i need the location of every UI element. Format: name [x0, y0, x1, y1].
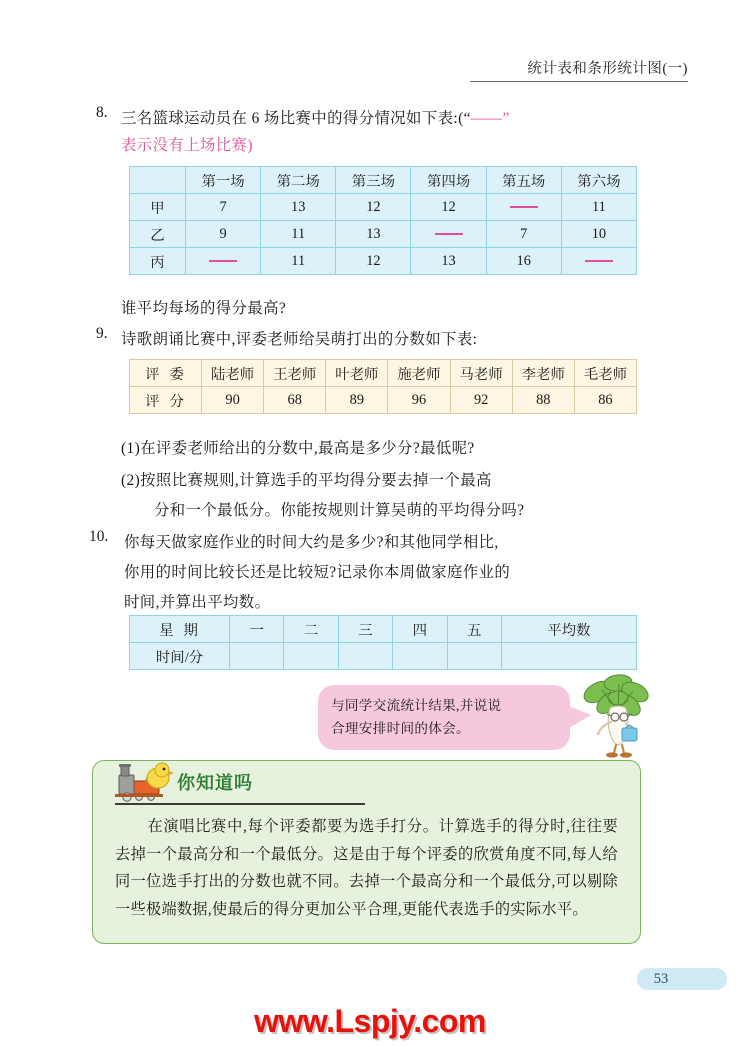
judge-score-2: 68 — [264, 387, 326, 414]
column-header-game-6: 第六场 — [561, 167, 636, 194]
did-you-know-header — [93, 761, 640, 805]
table-row — [130, 643, 637, 670]
cell-p1-g2: 13 — [261, 194, 336, 221]
cell-p3-g3: 12 — [336, 248, 411, 275]
question-8-prompt: 谁平均每场的得分最高? — [121, 300, 287, 317]
table-row — [130, 221, 637, 248]
question-8-line2: 表示没有上场比赛) — [121, 137, 253, 154]
judge-name-3: 叶老师 — [326, 360, 388, 387]
speech-bubble-line1: 与同学交流统计结果,并说说 — [331, 698, 502, 713]
cell-p2-g6: 10 — [561, 221, 636, 248]
header-divider — [470, 81, 688, 82]
row-label-player-1: 甲 — [130, 194, 186, 221]
corner-cell — [130, 167, 186, 194]
table-header-row — [130, 167, 637, 194]
column-header-game-3: 第三场 — [336, 167, 411, 194]
judge-name-2: 王老师 — [264, 360, 326, 387]
judge-name-1: 陆老师 — [202, 360, 264, 387]
page-number-pill — [637, 968, 727, 990]
question-8-quote-close: ” — [502, 110, 510, 127]
chapter-title: 统计表和条形统计图(一) — [527, 61, 688, 77]
table-row — [130, 360, 637, 387]
row-label-player-2: 乙 — [130, 221, 186, 248]
cell-p3-g4: 13 — [411, 248, 486, 275]
judge-score-1: 90 — [202, 387, 264, 414]
row-label-weekday: 星期 — [130, 616, 230, 643]
row-label-judges: 评委 — [130, 360, 202, 387]
time-value-3[interactable] — [338, 643, 392, 670]
time-value-4[interactable] — [393, 643, 447, 670]
homework-time-table — [129, 615, 637, 670]
absent-dash-icon — [510, 206, 538, 208]
row-label-player-3: 丙 — [130, 248, 186, 275]
question-10-number: 10. — [89, 528, 109, 545]
page-number: 53 — [653, 971, 669, 987]
cell-p1-g6: 11 — [561, 194, 636, 221]
weekday-4: 四 — [393, 616, 447, 643]
column-header-game-2: 第二场 — [261, 167, 336, 194]
cell-p3-g2: 11 — [261, 248, 336, 275]
question-8-number: 8. — [96, 104, 108, 121]
table-row — [130, 248, 637, 275]
question-8-dash-glyph: —— — [470, 110, 503, 127]
judge-name-7: 毛老师 — [574, 360, 636, 387]
table-row — [130, 194, 637, 221]
cell-p2-g5: 7 — [486, 221, 561, 248]
speech-bubble — [318, 685, 570, 750]
weekday-2: 二 — [284, 616, 338, 643]
judge-name-4: 施老师 — [388, 360, 450, 387]
did-you-know-title: 你知道吗 — [177, 773, 253, 793]
did-you-know-text — [93, 805, 640, 935]
judge-score-5: 92 — [450, 387, 512, 414]
question-10-line3: 时间,并算出平均数。 — [124, 594, 271, 611]
weekday-3: 三 — [338, 616, 392, 643]
average-header: 平均数 — [501, 616, 636, 643]
judge-score-4: 96 — [388, 387, 450, 414]
judge-name-5: 马老师 — [450, 360, 512, 387]
time-value-average[interactable] — [501, 643, 636, 670]
row-label-scores: 评分 — [130, 387, 202, 414]
absent-dash-icon — [585, 260, 613, 262]
page-header — [0, 57, 740, 81]
judge-name-6: 李老师 — [512, 360, 574, 387]
cell-p1-g1: 7 — [186, 194, 261, 221]
cell-p2-g1: 9 — [186, 221, 261, 248]
question-9-sub2-line1: (2)按照比赛规则,计算选手的平均得分要去掉一个最高 — [121, 472, 492, 489]
time-value-1[interactable] — [230, 643, 284, 670]
question-8-line1 — [121, 104, 510, 134]
judge-score-7: 86 — [574, 387, 636, 414]
weekday-1: 一 — [230, 616, 284, 643]
cell-p2-g3: 13 — [336, 221, 411, 248]
question-9-sub1: (1)在评委老师给出的分数中,最高是多少分?最低呢? — [121, 440, 475, 457]
did-you-know-box — [92, 760, 641, 944]
column-header-game-1: 第一场 — [186, 167, 261, 194]
cell-p3-g5: 16 — [486, 248, 561, 275]
weekday-5: 五 — [447, 616, 501, 643]
cell-p2-g2: 11 — [261, 221, 336, 248]
basketball-scores-table — [129, 166, 637, 275]
radish-mascot-icon — [578, 672, 652, 762]
table-row — [130, 387, 637, 414]
question-9-number: 9. — [96, 325, 108, 342]
question-10-line1: 你每天做家庭作业的时间大约是多少?和其他同学相比, — [124, 534, 499, 551]
question-9-sub2-line2: 分和一个最低分。你能按规则计算吴萌的平均得分吗? — [154, 502, 525, 519]
judge-score-3: 89 — [326, 387, 388, 414]
did-you-know-paragraph: 在演唱比赛中,每个评委都要为选手打分。计算选手的得分时,往往要去掉一个最高分和一个最低分。这是由于每个评委的欣赏角度不同,每人给同一位选手打出的分数也就不同。去掉一个最高分和一个最低分,可以剔除一些极端数据,使最后的得分更加公平合理,更能代表选手的实际水平。 — [115, 818, 618, 918]
site-watermark: www.Lspjy.com — [254, 1003, 486, 1039]
time-value-2[interactable] — [284, 643, 338, 670]
cell-p1-g4: 12 — [411, 194, 486, 221]
cell-p3-g6 — [561, 248, 636, 275]
question-8-text-a: 三名篮球运动员在 6 场比赛中的得分情况如下表:(“ — [121, 110, 471, 127]
speech-bubble-line2: 合理安排时间的体会。 — [331, 721, 470, 736]
chick-icon — [143, 761, 175, 791]
judge-scores-table — [129, 359, 637, 414]
cell-p1-g5 — [486, 194, 561, 221]
question-9-intro: 诗歌朗诵比赛中,评委老师给吴萌打出的分数如下表: — [121, 331, 478, 348]
absent-dash-icon — [435, 233, 463, 235]
cell-p2-g4 — [411, 221, 486, 248]
judge-score-6: 88 — [512, 387, 574, 414]
cell-p3-g1 — [186, 248, 261, 275]
question-10-line2: 你用的时间比较长还是比较短?记录你本周做家庭作业的 — [124, 564, 511, 581]
time-value-5[interactable] — [447, 643, 501, 670]
column-header-game-4: 第四场 — [411, 167, 486, 194]
row-label-time: 时间/分 — [130, 643, 230, 670]
absent-dash-icon — [209, 260, 237, 262]
table-row — [130, 616, 637, 643]
cell-p1-g3: 12 — [336, 194, 411, 221]
did-you-know-underline — [115, 803, 365, 805]
column-header-game-5: 第五场 — [486, 167, 561, 194]
